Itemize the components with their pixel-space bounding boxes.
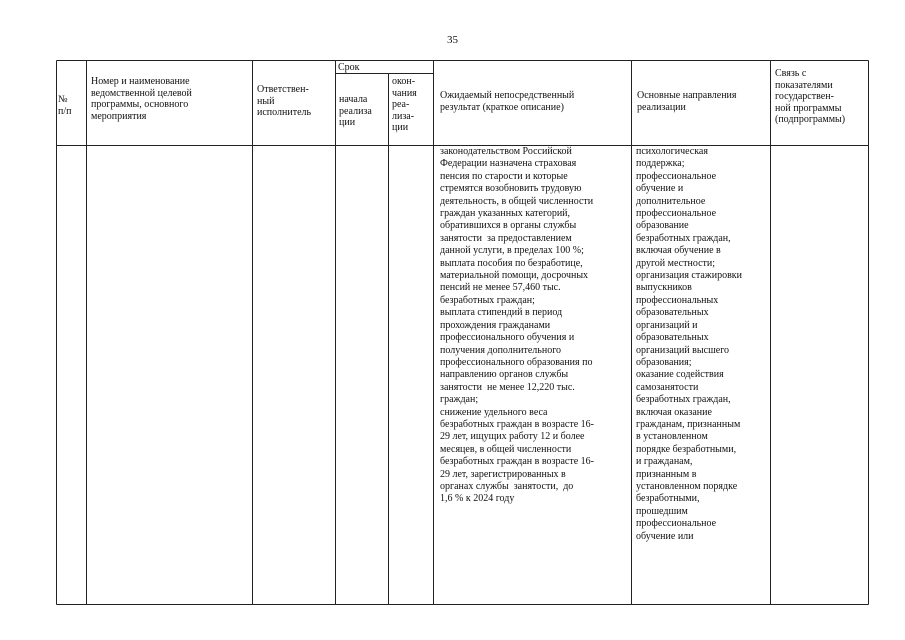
header-term-end: окон- чания реа- лиза- ции: [392, 76, 417, 133]
header-num: № п/п: [58, 94, 72, 117]
header-link-to-indicators: Связь с показателями государствен- ной программы (подпрограммы): [775, 68, 846, 125]
header-responsible: Ответствен- ный исполнитель: [257, 84, 312, 118]
header-main-directions: Основные направления реализации: [637, 90, 737, 113]
header-term-start: начала реализа ции: [339, 94, 372, 128]
header-term: Срок: [338, 62, 360, 73]
header-program-name: Номер и наименование ведомственной целевой программы, основного мероприятия: [91, 76, 192, 122]
main-directions-text: психологическая поддержка; профессиональное обучение и дополнительное профессиональное образование безработных граждан, включая обучение в другой местности; организация стажировки выпускников профессиональных образовательных организаций и образовательных организаций высшего образования; оказание содействия самозанятости безработных граждан, включая оказание гражданам, признанным в установленном порядке безработными, и гражданам, признанным в установленном порядке безработными, прошедшим профессиональное обучение или: [636, 146, 742, 542]
header-expected-result: Ожидаемый непосредственный результат (краткое описание): [440, 90, 575, 113]
expected-result-text: законодательством Российской Федерации назначена страховая пенсия по старости и которые стремятся возобновить трудовую деятельность, в общей численности граждан указанных категорий, обратившихся в органы службы занятости за предоставлением данной услуги, в пределах 100 %; выплата пособия по безработице, материальной помощи, досрочных пенсий не менее 57,460 тыс. безработных граждан; выплата стипендий в период прохождения гражданами профессионального обучения и получения дополнительного профессионального образования по направлению органов службы занятости не менее 12,220 тыс. граждан; снижение удельного веса безработных граждан в возрасте 16- 29 лет, ищущих работу 12 и более месяцев, в общей численности безработных граждан в возрасте 16- 29 лет, зарегистрированных в органах службы занятости, до 1,6 % к 2024 году: [440, 146, 594, 505]
page-number: 35: [447, 34, 458, 46]
